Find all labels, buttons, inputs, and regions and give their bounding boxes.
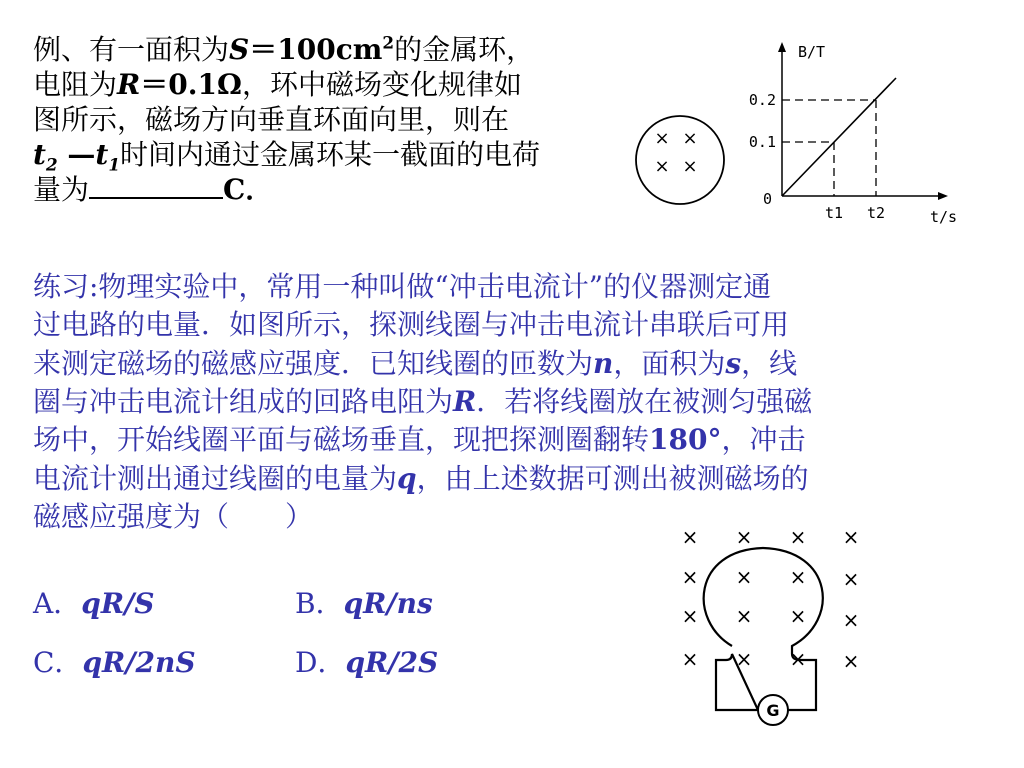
field-x-mark: × — [735, 565, 753, 589]
practice-line-2: 过电路的电量．如图所示，探测线圈与冲击电流计串联后可用 — [33, 308, 790, 342]
field-x-mark: × — [681, 565, 699, 589]
answer-blank — [89, 173, 223, 199]
b-t-line — [782, 78, 896, 196]
example-problem — [33, 32, 633, 207]
practice-problem — [33, 268, 993, 537]
example-line-2: 电阻为R＝0.1Ω，环中磁场变化规律如 — [33, 68, 522, 101]
y-tick-0.1: 0.1 — [748, 133, 776, 151]
practice-line-6: 电流计测出通过线圈的电量为q，由上述数据可测出被测磁场的 — [33, 461, 809, 495]
field-x-mark: × — [735, 604, 753, 628]
ring-figure — [632, 110, 732, 210]
field-x-mark: × — [654, 128, 670, 149]
field-x-mark: × — [842, 525, 860, 549]
example-line-5: 量为 C． — [33, 173, 274, 206]
x-axis-arrow — [938, 192, 948, 200]
field-marks — [682, 525, 860, 673]
field-x-mark: × — [789, 525, 807, 549]
coil-figure — [668, 520, 878, 750]
y-tick-0: 0 — [762, 190, 772, 208]
x-tick-t1: t1 — [824, 204, 844, 222]
practice-line-7: 磁感应强度为（ ） — [33, 500, 314, 534]
x-axis-label: t/s — [930, 208, 958, 226]
metal-ring — [636, 116, 724, 204]
y-axis-arrow — [778, 42, 786, 52]
practice-line-4: 圈与冲击电流计组成的回路电阻为R．若将线圈放在被测匀强磁 — [33, 385, 813, 419]
field-x-mark: × — [681, 604, 699, 628]
practice-line-3: 来测定磁场的磁感应强度．已知线圈的匝数为n，面积为s，线 — [33, 346, 798, 380]
x-tick-t2: t2 — [866, 204, 886, 222]
example-line-3: 图所示，磁场方向垂直环面向里，则在 — [33, 103, 510, 136]
field-x-mark: × — [789, 604, 807, 628]
field-x-mark: × — [682, 128, 698, 149]
field-x-mark: × — [789, 647, 807, 671]
choice-a: A．qR/S — [33, 587, 155, 620]
b-t-graph — [720, 36, 970, 231]
practice-line-5: 场中，开始线圈平面与磁场垂直，现把探测圈翻转180°，冲击 — [33, 423, 806, 457]
field-x-mark: × — [681, 647, 699, 671]
example-line-1: 例、有一面积为$S=100cm^2$的金属环， — [33, 32, 535, 66]
y-axis-label: B/T — [798, 43, 826, 61]
example-line-4: $t_2$ $—t_1$时间内通过金属环某一截面的电荷 — [33, 138, 541, 175]
field-x-mark: × — [735, 647, 753, 671]
choice-b: B．qR/ns — [295, 587, 433, 620]
field-x-mark: × — [789, 565, 807, 589]
field-x-mark: × — [842, 649, 860, 673]
field-x-mark: × — [681, 525, 699, 549]
field-x-mark: × — [842, 567, 860, 591]
practice-line-1: 练习:物理实验中，常用一种叫做“冲击电流计”的仪器测定通 — [33, 270, 772, 303]
field-x-mark: × — [842, 608, 860, 632]
galvanometer-label: G — [766, 701, 780, 720]
choice-c: C．qR/2nS — [33, 646, 196, 679]
y-tick-0.2: 0.2 — [748, 91, 776, 109]
choice-d: D．qR/2S — [295, 646, 439, 679]
field-x-mark: × — [654, 156, 670, 177]
field-x-mark: × — [735, 525, 753, 549]
field-x-mark: × — [682, 156, 698, 177]
